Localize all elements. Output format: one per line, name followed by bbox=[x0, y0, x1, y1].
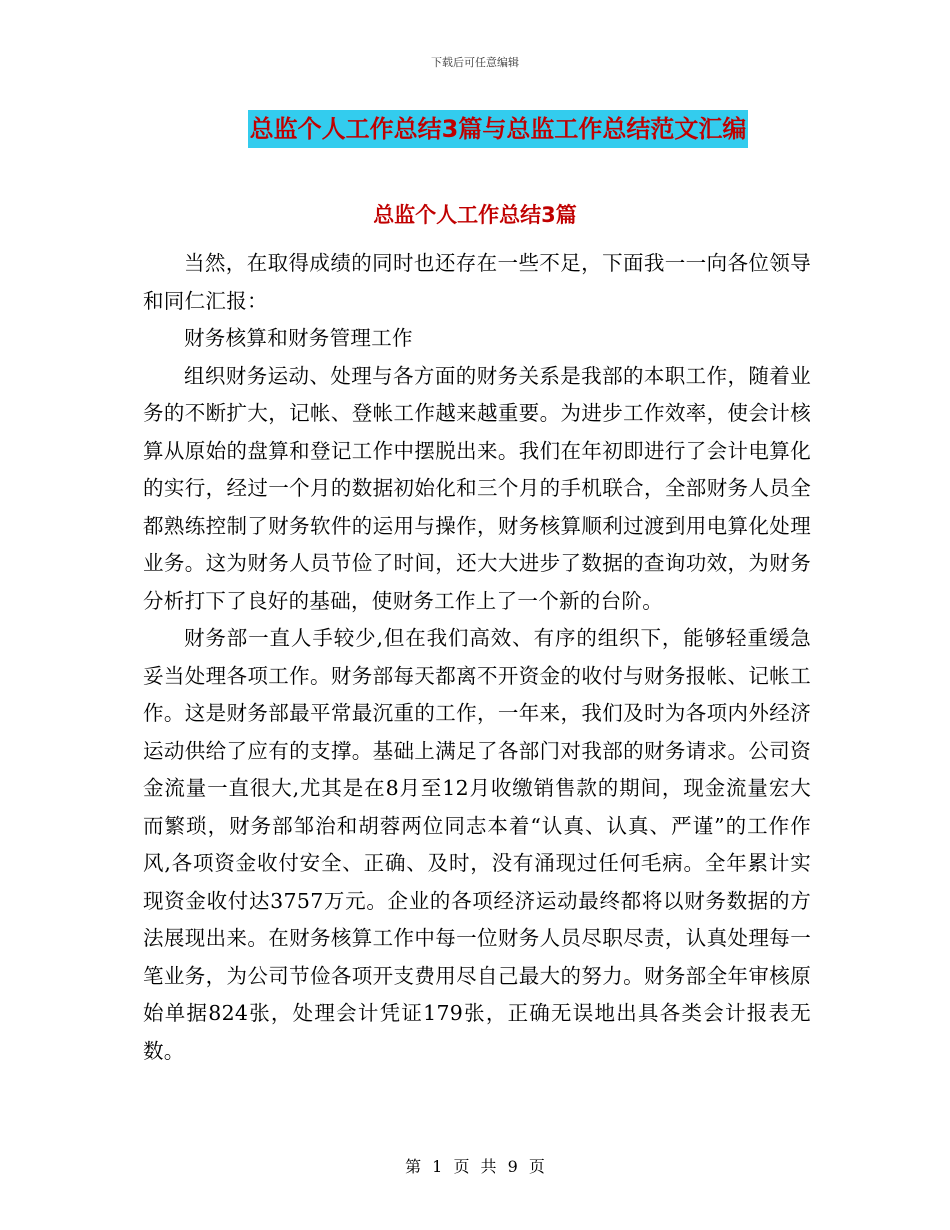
paragraph-operations: 财务部一直人手较少,但在我们高效、有序的组织下，能够轻重缓急妥当处理各项工作。财务部每天都离不开资金的收付与财务报帐、记帐工作。这是财务部最平常最沉重的工作，一年来，我们及时为各项内外经济运动供给了应有的支撑。基础上满足了各部门对我部的财务请求。公司资金流量一直很大,尤其是在8月至12月收缴销售款的期间，现金流量宏大而繁琐，财务部邹治和胡蓉两位同志本着“认真、认真、严谨”的工作作风,各项资金收付安全、正确、及时，没有涌现过任何毛病。全年累计实现资金收付达3757万元。企业的各项经济运动最终都将以财务数据的方法展现出来。在财务核算工作中每一位财务人员尽职尽责，认真处理每一笔业务，为公司节俭各项开支费用尽自己最大的努力。财务部全年审核原始单据824张，处理会计凭证179张，正确无误地出具各类会计报表无数。 bbox=[143, 626, 811, 1063]
document-title-container bbox=[0, 110, 950, 148]
paragraph-accounting: 组织财务运动、处理与各方面的财务关系是我部的本职工作，随着业务的不断扩大，记帐、登帐工作越来越重要。为进步工作效率，使会计核算从原始的盘算和登记工作中摆脱出来。我们在年初即进行了会计电算化的实行，经过一个月的数据初始化和三个月的手机联合，全部财务人员全都熟练控制了财务软件的运用与操作，财务核算顺利过渡到用电算化处理业务。这为财务人员节俭了时间，还大大进步了数据的查询功效，为财务分析打下了良好的基础，使财务工作上了一个新的台阶。 bbox=[143, 363, 811, 613]
paragraph-intro: 当然，在取得成绩的同时也还存在一些不足，下面我一一向各位领导和同仁汇报： bbox=[143, 251, 811, 313]
document-title: 总监个人工作总结3篇与总监工作总结范文汇编 bbox=[248, 110, 749, 148]
paragraph-subheading: 财务核算和财务管理工作 bbox=[184, 326, 413, 350]
section-title: 总监个人工作总结3篇 bbox=[373, 203, 577, 227]
header-note: 下载后可任意编辑 bbox=[431, 56, 519, 69]
page-footer: 第 1 页 共 9 页 bbox=[405, 1157, 545, 1176]
document-body bbox=[143, 245, 811, 1070]
